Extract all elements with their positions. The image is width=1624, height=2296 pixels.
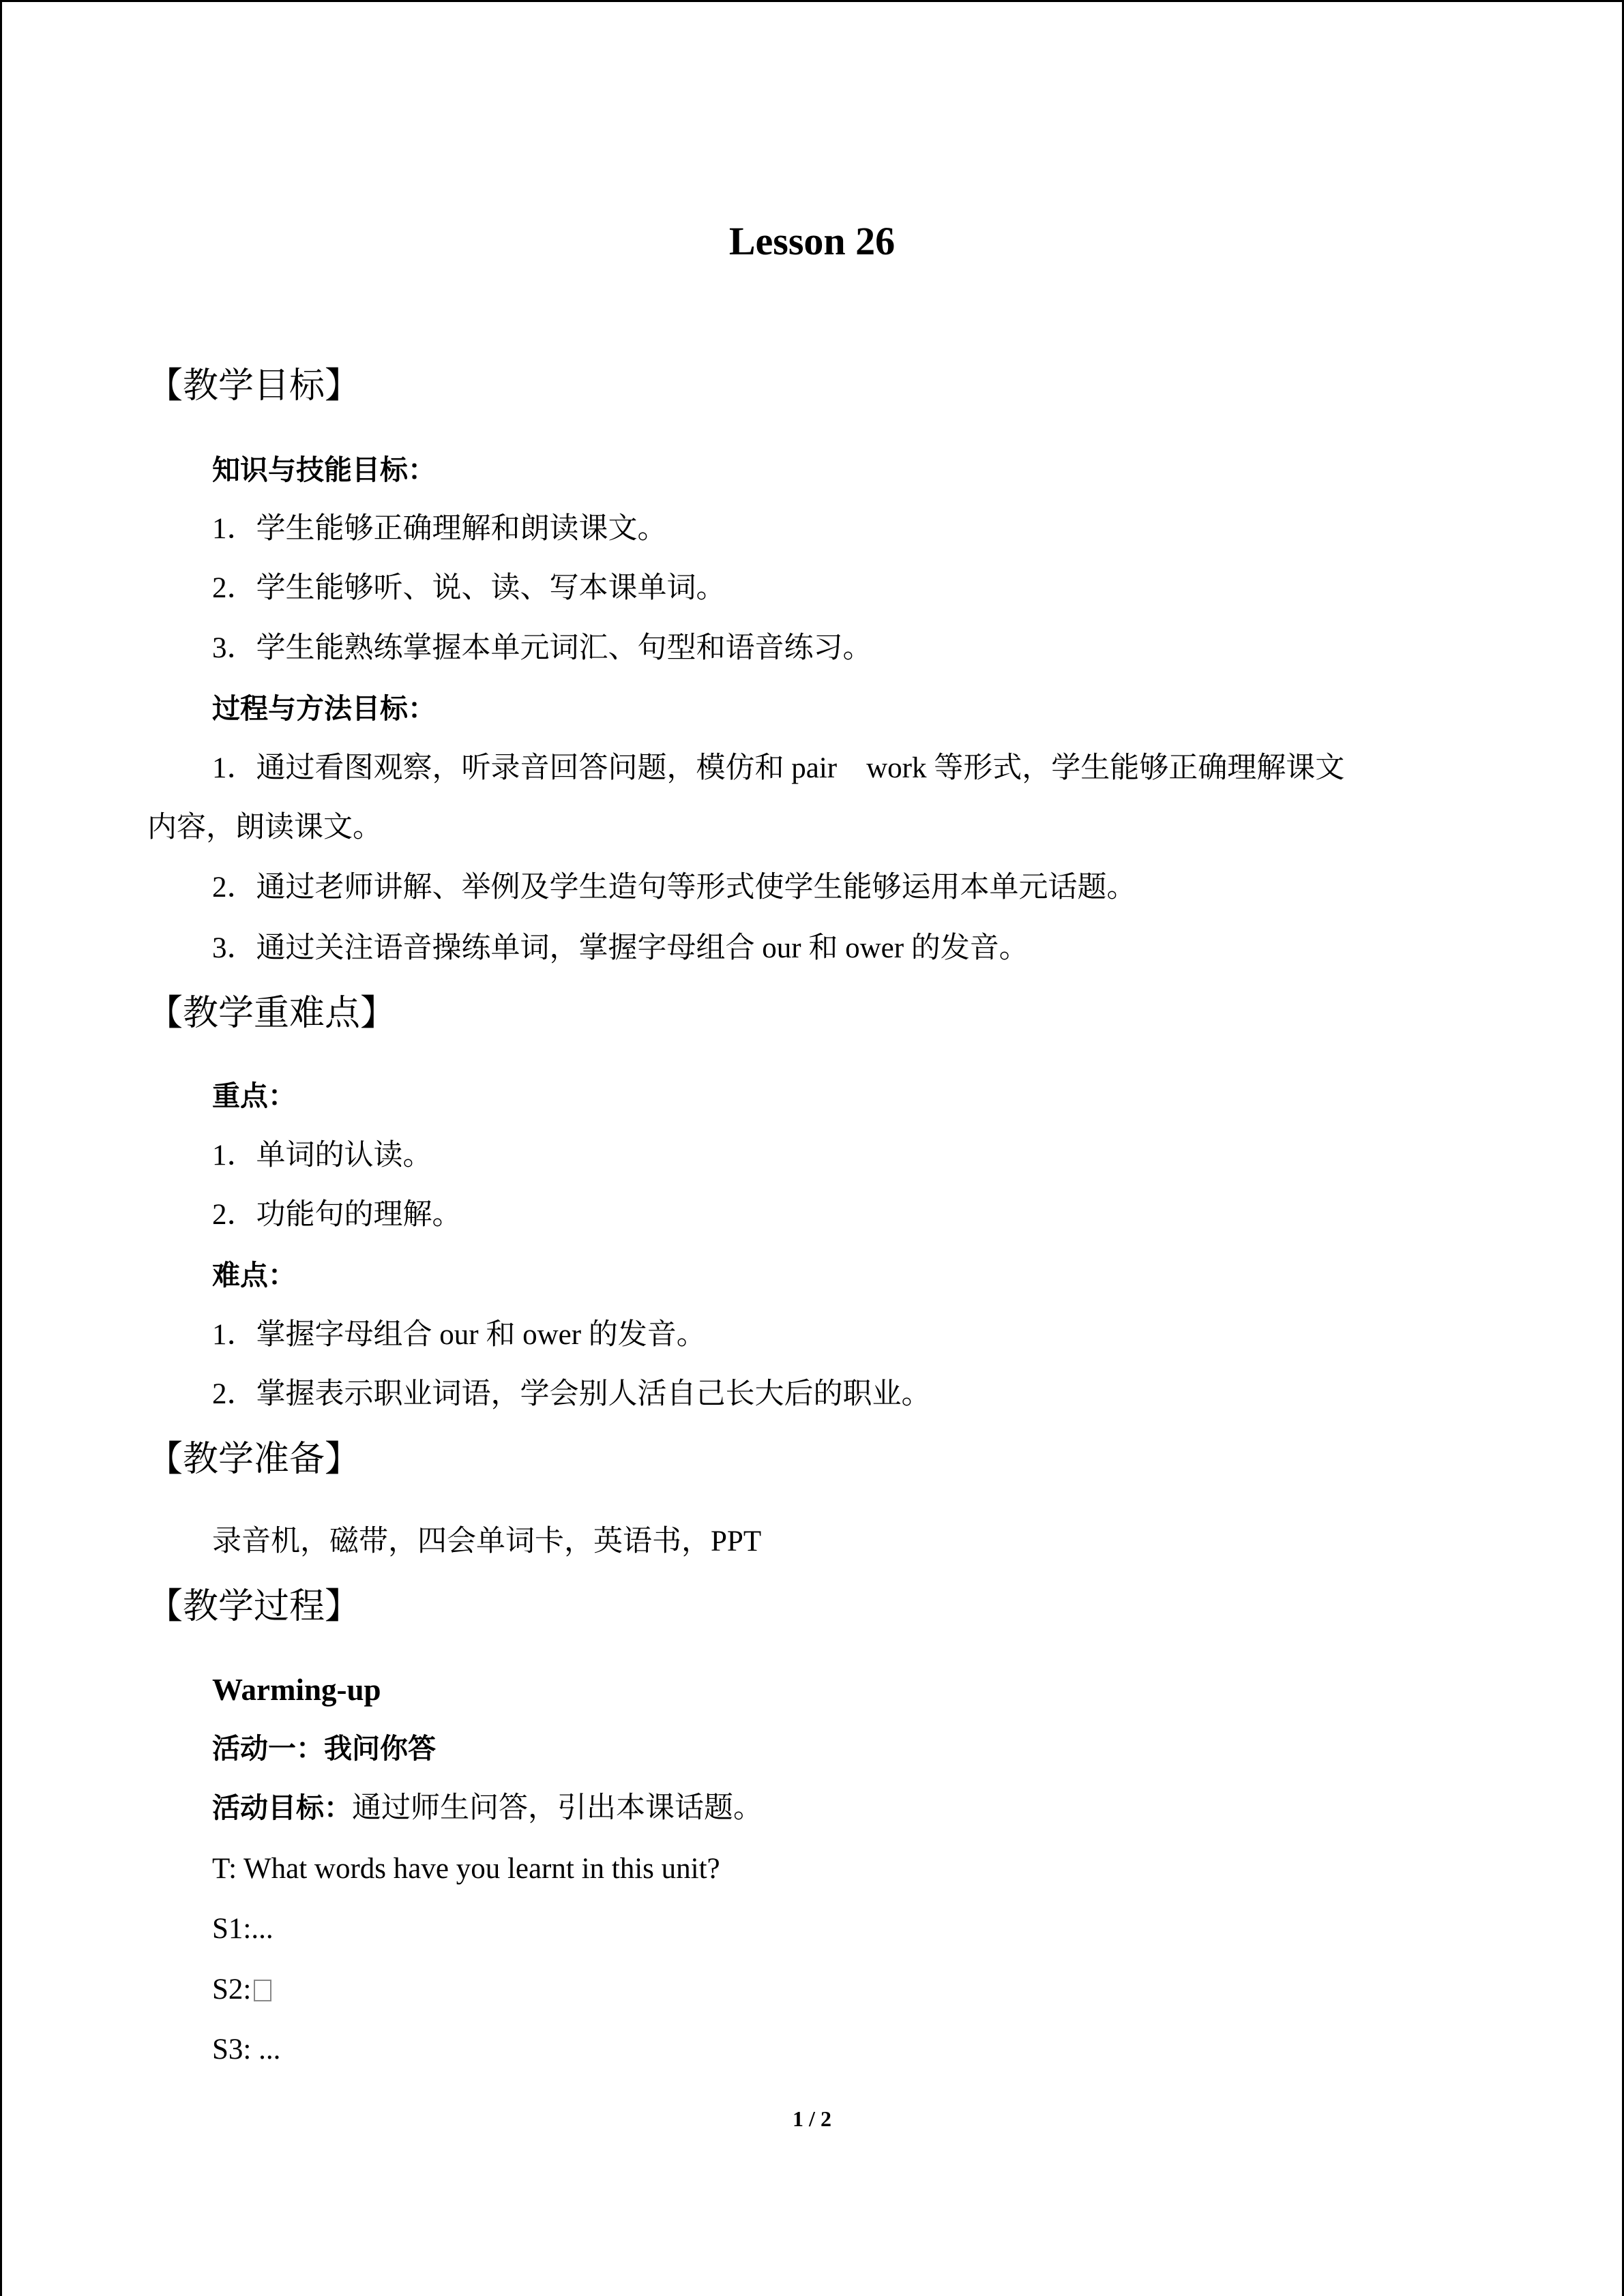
focus-item-1: 1．单词的认读。 [212, 1139, 432, 1172]
difficulty-label: 难点： [212, 1259, 296, 1292]
activity-goal-text: 通过师生问答，引出本课话题。 [352, 1792, 763, 1824]
process-item-2: 2．通过老师讲解、举例及学生造句等形式使学生能够运用本单元话题。 [212, 871, 1136, 904]
knowledge-item-2: 2．学生能够听、说、读、写本课单词。 [212, 572, 726, 604]
difficulty-item-1: 1．掌握字母组合 our 和 ower 的发音。 [212, 1319, 706, 1351]
dialogue-student-1: S1:... [212, 1913, 274, 1945]
process-item-1-line-1: 1．通过看图观察，听录音回答问题，模仿和 pair work 等形式，学生能够正确理解课文 [212, 752, 1345, 784]
section-heading-objectives: 【教学目标】 [147, 366, 361, 406]
activity-goal [212, 1787, 763, 1830]
document-title: Lesson 26 [728, 219, 896, 263]
section-heading-process: 【教学过程】 [147, 1586, 361, 1627]
difficulty-item-2: 2．掌握表示职业词语，学会别人活自己长大后的职业。 [212, 1378, 931, 1410]
preparation-text: 录音机，磁带，四会单词卡，英语书，PPT [212, 1525, 762, 1557]
section-heading-preparation: 【教学准备】 [147, 1439, 361, 1480]
process-item-1-line-2: 内容，朗读课文。 [147, 811, 382, 844]
section-heading-key-points: 【教学重难点】 [147, 993, 396, 1034]
dialogue-teacher: T: What words have you learnt in this unit? [212, 1853, 720, 1885]
activity-goal-label: 活动目标： [212, 1791, 352, 1824]
dialogue-student-2-label: S2: [212, 1973, 252, 2006]
process-label: 过程与方法目标： [212, 692, 436, 725]
missing-glyph-box [254, 1980, 271, 2001]
focus-item-2: 2．功能句的理解。 [212, 1199, 462, 1231]
dialogue-student-2 [212, 1969, 271, 2011]
page-number: 1 / 2 [793, 2106, 831, 2131]
process-item-3: 3．通过关注语音操练单词，掌握字母组合 our 和 ower 的发音。 [212, 932, 1029, 964]
activity-label: 活动一：我问你答 [212, 1732, 436, 1765]
focus-label: 重点： [212, 1079, 296, 1112]
knowledge-item-1: 1．学生能够正确理解和朗读课文。 [212, 513, 667, 545]
knowledge-label: 知识与技能目标： [212, 453, 436, 486]
knowledge-item-3: 3．学生能熟练掌握本单元词汇、句型和语音练习。 [212, 632, 872, 664]
warmup-label: Warming-up [212, 1673, 381, 1707]
dialogue-student-3: S3: ... [212, 2033, 281, 2066]
